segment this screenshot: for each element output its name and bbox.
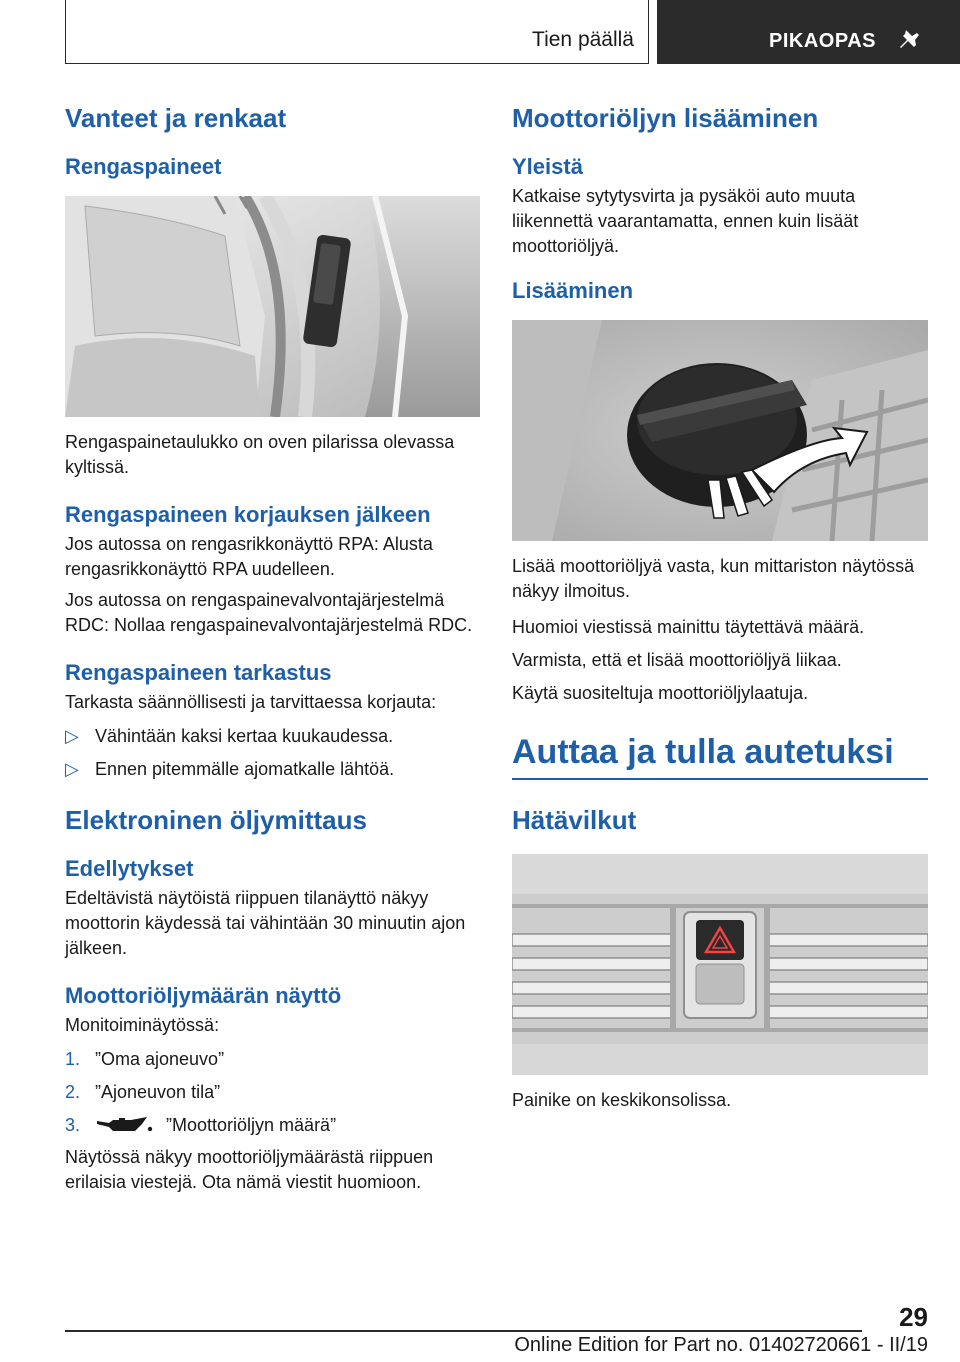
bullet-text: Ennen pitemmälle ajomatkalle lähtöä. (95, 759, 395, 779)
rpa-paragraph: Jos autossa on rengasrikkonäyttö RPA: Alusta rengasrikkonäyttö RPA uudelleen. (65, 534, 433, 579)
center-console-image (512, 854, 928, 1075)
bullet-triangle-icon: ▷ (65, 726, 79, 746)
heading-tyre-pressures: Rengaspaineet (65, 154, 222, 179)
step-text: ”Oma ajoneuvo” (95, 1049, 225, 1069)
step-item (65, 1080, 480, 1105)
header-tab-label: PIKAOPAS (769, 30, 876, 52)
step-text: ”Moottoriöljyn määrä” (166, 1115, 337, 1135)
page-number: 29 (899, 1302, 928, 1332)
requirements-paragraph: Edeltävistä näytöistä riippuen tilanäyttö näkyy moottorin käydessä tai vähintään 30 minuutin ajon jälkeen. (65, 888, 466, 958)
header-section-title: Tien päällä (532, 28, 634, 51)
title-assist: Auttaa ja tulla autetuksi (512, 733, 894, 771)
step-number: 3. (65, 1115, 81, 1135)
general-paragraph: Katkaise sytytysvirta ja pysäköi auto muuta liikennettä vaarantamatta, ennen kuin lisäät moottoriöljyä. (512, 186, 859, 256)
messages-paragraph: Näytössä näkyy moottoriöljymäärästä riippuen erilaisia viestejä. Ota nämä viestit huomioon. (65, 1147, 434, 1192)
header-tab (657, 0, 960, 64)
bullet-item (65, 757, 480, 782)
door-pillar-image (65, 196, 480, 417)
title-underline (512, 778, 928, 780)
oil-can-icon (95, 1115, 153, 1137)
no-overfill-paragraph: Varmista, että et lisää moottoriöljyä liikaa. (512, 650, 842, 670)
menu-paragraph: Monitoiminäytössä: (65, 1015, 220, 1035)
right-column (512, 100, 928, 1113)
heading-wheels-tyres: Vanteet ja renkaat (65, 103, 287, 133)
bullet-text: Vähintään kaksi kertaa kuukaudessa. (95, 726, 394, 746)
recommended-paragraph: Käytä suositeltuja moottoriöljylaatuja. (512, 683, 809, 703)
heading-electronic-oil: Elektroninen öljymittaus (65, 805, 367, 835)
heading-hazard-lights: Hätävilkut (512, 805, 637, 835)
pin-icon (897, 27, 923, 53)
add-when-paragraph: Lisää moottoriöljyä vasta, kun mittariston näytössä näkyy ilmoitus. (512, 556, 915, 601)
left-column (65, 100, 480, 1195)
step-item (65, 1113, 480, 1138)
heading-after-correction: Rengaspaineen korjauksen jälkeen (65, 502, 431, 527)
heading-oil-level-display: Moottoriöljymäärän näyttö (65, 983, 342, 1008)
oil-filler-cap-image (512, 320, 928, 541)
step-text: ”Ajoneuvon tila” (95, 1082, 221, 1102)
bullet-triangle-icon: ▷ (65, 759, 79, 779)
note-amount-paragraph: Huomioi viestissä mainittu täytettävä määrä. (512, 617, 865, 637)
footer-edition: Online Edition for Part no. 01402720661 - II/19 (514, 1334, 928, 1356)
hazard-caption: Painike on keskikonsolissa. (512, 1090, 732, 1110)
header-section-box (65, 0, 649, 64)
tyre-pressure-caption: Rengaspainetaulukko on oven pilarissa olevassa kyltissä. (65, 432, 455, 477)
step-item (65, 1047, 480, 1072)
step-number: 2. (65, 1082, 81, 1102)
check-paragraph: Tarkasta säännöllisesti ja tarvittaessa korjauta: (65, 692, 437, 712)
bullet-item (65, 724, 480, 749)
heading-general: Yleistä (512, 154, 583, 179)
heading-adding-oil: Moottoriöljyn lisääminen (512, 103, 819, 133)
rdc-paragraph: Jos autossa on rengaspainevalvontajärjestelmä RDC: Nollaa rengaspainevalvontajärjestelmä RDC. (65, 590, 473, 635)
step-number: 1. (65, 1049, 81, 1069)
footer-rule (65, 1330, 862, 1332)
heading-requirements: Edellytykset (65, 856, 194, 881)
heading-adding: Lisääminen (512, 278, 634, 303)
heading-pressure-check: Rengaspaineen tarkastus (65, 660, 332, 685)
